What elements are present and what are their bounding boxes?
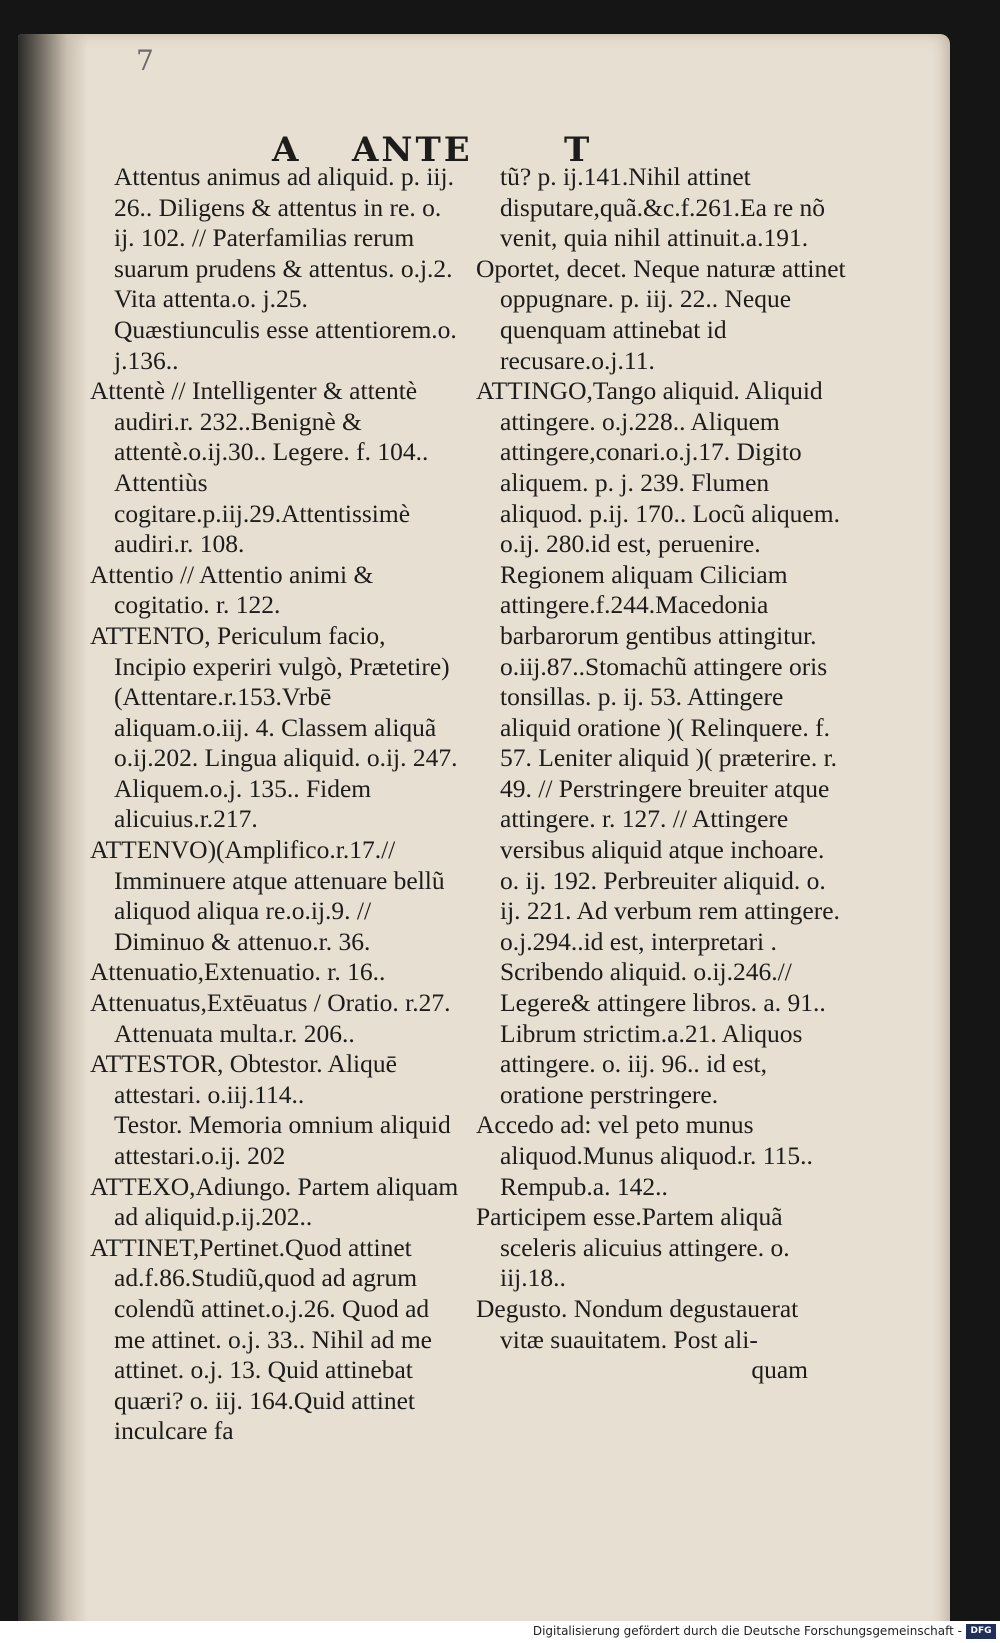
dictionary-entry: ATTESTOR, Obtestor. Aliquē attestari. o.iij.114.. [90,1049,397,1109]
pen-mark: 7 [136,44,154,77]
dictionary-entry: Attentus animus ad aliquid. p. iij. 26.. Diligens & attentus in re. o. ij. 102. // Paterfamilias rerum suarum prudens & attentus. o.j.2. Vita attenta.o. j.25. Quæstiunculis esse attentiorem.o. j.136.. [114,162,457,375]
dictionary-entry: Attenuatus,Extēuatus / Oratio. r.27. Attenuata multa.r. 206.. [90,988,451,1048]
dictionary-entry: ATTEXO,Adiungo. Partem aliquam ad aliquid.p.ij.202.. [90,1171,459,1232]
dictionary-entry: ATTINGO,Tango aliquid. Aliquid attingere. o.j.228.. Aliquem attingere,conari.o.j.17. Digito aliquem. p. j. 239. Flumen aliquod. p.ij. 170.. Locũ aliquem. o.ij. 280.id est, peruenire. Regionem aliquam Ciliciam attingere.f.244.Macedonia barbarorum gentibus attingitur. o.iij.87..Stomachũ attingere oris tonsillas. p. ij. 53. Attingere aliquid oratione )( Relinquere. f. 57. Leniter aliquid )( præterire. r. 49. // Perstringere breuiter atque attingere. r. 127. // Attingere versibus aliquid atque inchoare. o. ij. 192. Perbreuiter aliquid. o. ij. 221. Ad verbum rem attingere. o.j.294..id est, interpretari . Scribendo aliquid. o.ij.246.// Legere& attingere libros. a. 91.. Librum strictim.a.21. Aliquos attingere. o. iij. 96.. id est, oratione perstringere. [476,376,840,1109]
header-title: ANTE [352,130,473,170]
digitization-footer [0,1621,1000,1643]
dictionary-entry: ATTINET,Pertinet.Quod attinet ad.f.86.Studiũ,quod ad agrum colendũ attinet.o.j.26. Quod ad me attinet. o.j. 33.. Nihil ad me attinet. o.j. 13. Quid attinebat quæri? o. iij. 164.Quid attinet inculcare fa [90,1232,432,1446]
header-letter-left: A [272,130,302,170]
dfg-logo: DFG [966,1624,996,1639]
left-column [90,162,460,1447]
dictionary-entry: Attentio // Attentio animi & cogitatio. r. 122. [90,559,374,620]
book-page [18,34,950,1634]
dictionary-entry: Accedo ad: vel peto munus aliquod.Munus aliquod.r. 115.. Rempub.a. 142.. [476,1110,813,1201]
dictionary-entry: Testor. Memoria omnium aliquid attestari.o.ij. 202 [114,1110,451,1170]
dictionary-entry: ATTENTO, Periculum facio, Incipio experiri vulgò, Prætetire)(Attentare.r.153.Vrbē aliquam.o.iij. 4. Classem aliquã o.ij.202. Lingua aliquid. o.ij. 247. Aliquem.o.j. 135.. Fidem alicuius.r.217. [90,620,458,834]
dictionary-entry: ATTENVO)(Amplifico.r.17.// Imminuere atque attenuare bellũ aliquod aliqua re.o.ij.9. // Diminuo & attenuo.r. 36. [90,835,445,956]
header-letter-right: T [564,130,593,170]
dictionary-entry: Oportet, decet. Neque naturæ attinet oppugnare. p. iij. 22.. Neque quenquam attinebat id recusare.o.j.11. [476,253,846,375]
page-gutter-shadow [18,34,88,1634]
dictionary-entry: Attentè // Intelligenter & attentè audiri.r. 232..Benignè & attentè.o.ij.30.. Legere. f. 104.. Attentiùs cogitare.p.iij.29.Attentissimè audiri.r. 108. [90,376,429,559]
dictionary-entry: Degusto. Nondum degustauerat vitæ suauitatem. Post ali- [476,1293,799,1354]
dictionary-entry: Attenuatio,Extenuatio. r. 16.. [90,957,386,987]
dictionary-entry: Participem esse.Partem aliquã sceleris alicuius attingere. o. iij.18.. [476,1202,790,1293]
right-column [476,162,848,1386]
dictionary-entry: tũ? p. ij.141.Nihil attinet disputare,quã.&c.f.261.Ea re nõ venit, quia nihil attinuit.a.191. [500,162,826,253]
catchword: quam [751,1355,808,1385]
footer-text: Digitalisierung gefördert durch die Deutsche Forschungsgemeinschaft - [532,1624,962,1638]
